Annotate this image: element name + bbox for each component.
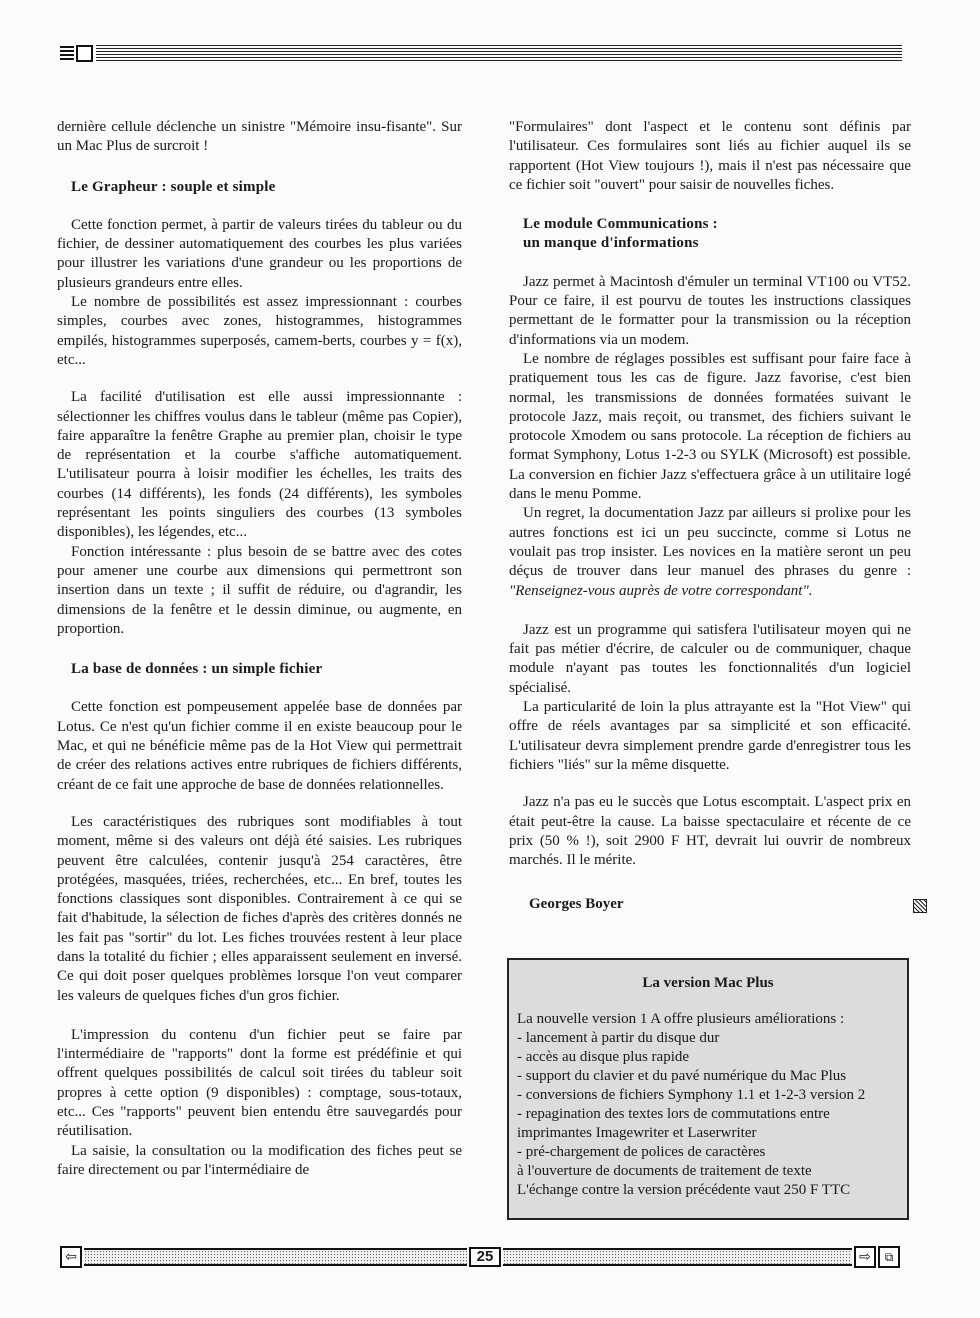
paragraph: Fonction intéressante : plus besoin de se battre avec des cotes pour amener une courbe aux dimensions qui permettront son insertion dans un texte ; il suffit de réduire, ou d'agrandir, les dimensions de la fenêtre et le dessin diminue, ou augmente, en proportion. — [57, 543, 462, 637]
paragraph-text: Un regret, la documentation Jazz par ailleurs si prolixe pour les autres fonctions est ici un peu succincte, comme si Lotus ne voulait pas trop insister. Les novices en la matière seront un peu déçus de trouver dans leur manuel des phrases du genre : — [509, 505, 911, 580]
sidebar-line: - lancement à partir du disque dur — [517, 1030, 720, 1046]
sidebar-line: - support du clavier et du pavé numérique du Mac Plus — [517, 1068, 847, 1084]
title-bar — [60, 44, 902, 66]
paragraph: Jazz n'a pas eu le succès que Lotus escomptait. L'aspect prix en était peut-être la cause. La baisse spectaculaire et récente de ce prix (50 % !), soit 2900 F HT, devrait lui ouvrir de nombreux marchés. Il le mérite. — [509, 794, 911, 869]
section-heading-grapheur: Le Grapheur : souple et simple — [71, 178, 276, 195]
paragraph: L'impression du contenu d'un fichier peut se faire par l'intermédiaire de "rapports" dont la forme est prédéfinie et qui offrent quelques possibilités de calcul soit tirées du tableur soit propres à cette option (9 disponibles) : comptage, sous-totaux, etc... Ces "rapports" peuvent bien entendu être sauvegardés pour réutilisation. — [57, 1026, 462, 1140]
sidebar-line: à l'ouverture de documents de traitement de texte — [517, 1163, 812, 1179]
author-name: Georges Boyer — [529, 896, 624, 913]
sidebar-line: L'échange contre la version précédente vaut 250 F TTC — [517, 1182, 851, 1198]
paragraph: Jazz est un programme qui satisfera l'utilisateur moyen qui ne fait pas métier d'écrire, de calculer ou de communiquer, chaque module n'ayant pas toutes les fonctionnalités d'un logiciel spécialisé. — [509, 621, 911, 696]
scroll-track-left — [84, 1248, 467, 1266]
paragraph: La particularité de loin la plus attrayante est la "Hot View" qui offre de réels avantages par sa simplicité et son efficacité. L'utilisateur devra simplement prendre garde d'enregistrer tous les fichiers "liés" sur la même disquette. — [509, 699, 911, 773]
section-heading-communications — [523, 215, 911, 254]
heading-line: Le module Communications : — [523, 216, 718, 233]
paragraph: La saisie, la consultation ou la modification des fiches peut se faire directement ou par l'intermédiaire de — [57, 1142, 462, 1178]
paragraph — [509, 504, 911, 600]
sidebar-line: - pré-chargement de polices de caractères — [517, 1144, 766, 1160]
right-column — [509, 118, 911, 915]
sidebar-line: La nouvelle version 1 A offre plusieurs améliorations : — [517, 1011, 845, 1027]
page-number: 25 — [469, 1247, 501, 1267]
title-bar-stripes — [96, 45, 902, 63]
window-box-icon: ⧉ — [878, 1246, 900, 1268]
sidebar-line: - accès au disque plus rapide — [517, 1049, 690, 1065]
paragraph: Jazz permet à Macintosh d'émuler un terminal VT100 ou VT52. Pour ce faire, il est pourvu de toutes les instructions classiques permettant de le formatter pour la transmission ou la réception d'informations via un modem. — [509, 273, 911, 348]
paragraph: La facilité d'utilisation est elle aussi impressionnante : sélectionner les chiffres voulus dans le tableur (même pas Copier), faire apparaître la fenêtre Graphe au premier plan, choisir le type de représentation et la courbe s'affiche automatiquement. L'utilisateur pourra à loisir modifier les échelles, les traits des courbes (14 différents), les fonds (24 différents), les symboles représentant les points singuliers des courbes (13 symboles disponibles), les légendes, etc... — [57, 389, 462, 541]
paragraph: Cette fonction permet, à partir de valeurs tirées du tableur ou du fichier, de dessiner automatiquement des courbes les plus variées pour illustrer les variations d'une grandeur ou les proportions de plusieurs grandeurs entre elles. — [57, 216, 462, 291]
bottom-scroll-bar — [60, 1246, 904, 1270]
paragraph: Cette fonction est pompeusement appelée base de données par Lotus. Ce n'est qu'un fichier comme il en existe beaucoup pour le Mac, et qui ne bénéficie même pas de la Hot View qui permettrait de créer des relations actives entre rubriques de fichiers différents, créant de ce fait une approche de base de données relationnelles. — [57, 699, 462, 793]
end-of-article-icon — [913, 899, 927, 913]
paragraph: Le nombre de possibilités est assez impressionnant : courbes simples, courbes avec zones, histogrammes, histogrammes empilés, histogrammes superposés, camem-berts, courbes y = f(x), etc... — [57, 294, 462, 368]
paragraph: dernière cellule déclenche un sinistre "Mémoire insu-fisante". Sur un Mac Plus de surcroit ! — [57, 119, 462, 155]
left-arrow-icon: ⇦ — [60, 1246, 82, 1268]
sidebar-line: - repagination des textes lors de commutations entre — [517, 1106, 830, 1122]
sidebar-line: imprimantes Imagewriter et Laserwriter — [517, 1125, 757, 1141]
scroll-track-right — [503, 1248, 852, 1266]
paragraph: Les caractéristiques des rubriques sont modifiables à tout moment, même si des valeurs ont déjà été saisies. Les rubriques peuvent être calculées, contenir jusqu'à 254 caractères, être protégées, masquées, triées, recherchées, etc... En bref, toutes les fonctions classiques sont disponibles. Contrairement à ce qui se fait d'habitude, la sélection de fiches d'après des critères donnés ne les fait pas "sortir" du lot. Les fiches trouvées restent à leur place dans la totalité du fichier ; elles apparaissent seulement en inversé. Ce qui doit poser quelques problèmes lorsque l'on veut comparer les valeurs de quelques fiches d'un gros fichier. — [57, 813, 462, 1004]
menu-icon — [60, 46, 74, 62]
right-arrow-icon: ⇨ — [854, 1246, 876, 1268]
author-signature — [529, 895, 911, 914]
sidebar-line: - conversions de fichiers Symphony 1.1 et 1-2-3 version 2 — [517, 1087, 866, 1103]
sidebar-title: La version Mac Plus — [642, 975, 774, 991]
left-column — [57, 118, 462, 1180]
heading-line: un manque d'informations — [523, 235, 699, 252]
window-box-icon — [76, 45, 93, 62]
paragraph: "Formulaires" dont l'aspect et le contenu sont définis par l'utilisateur. Ces formulaires sont liés au fichier auquel ils se rapportent (Hot View toujours !), mais il n'est pas nécessaire que ce fichier soit "ouvert" pour saisir de nouvelles fiches. — [509, 119, 911, 193]
sidebar-mac-plus — [507, 958, 909, 1220]
section-heading-base-de-donnees: La base de données : un simple fichier — [71, 661, 323, 678]
quote-text: "Renseignez-vous auprès de votre correspondant". — [509, 582, 813, 599]
paragraph: Le nombre de réglages possibles est suffisant pour faire face à pratiquement tous les cas de figure. Jazz favorise, c'est bien normal, les transmissions de données formatées suivant le protocole Jazz, mais reçoit, ou transmet, des fichiers suivant le protocole Xmodem ou sans protocole. La réception de fichiers au format Symphony, Lotus 1-2-3 ou SYLK (Microsoft) est possible. La conversion en fichier Jazz s'effectuera grâce à un utilitaire logé dans le menu Pomme. — [509, 350, 911, 503]
